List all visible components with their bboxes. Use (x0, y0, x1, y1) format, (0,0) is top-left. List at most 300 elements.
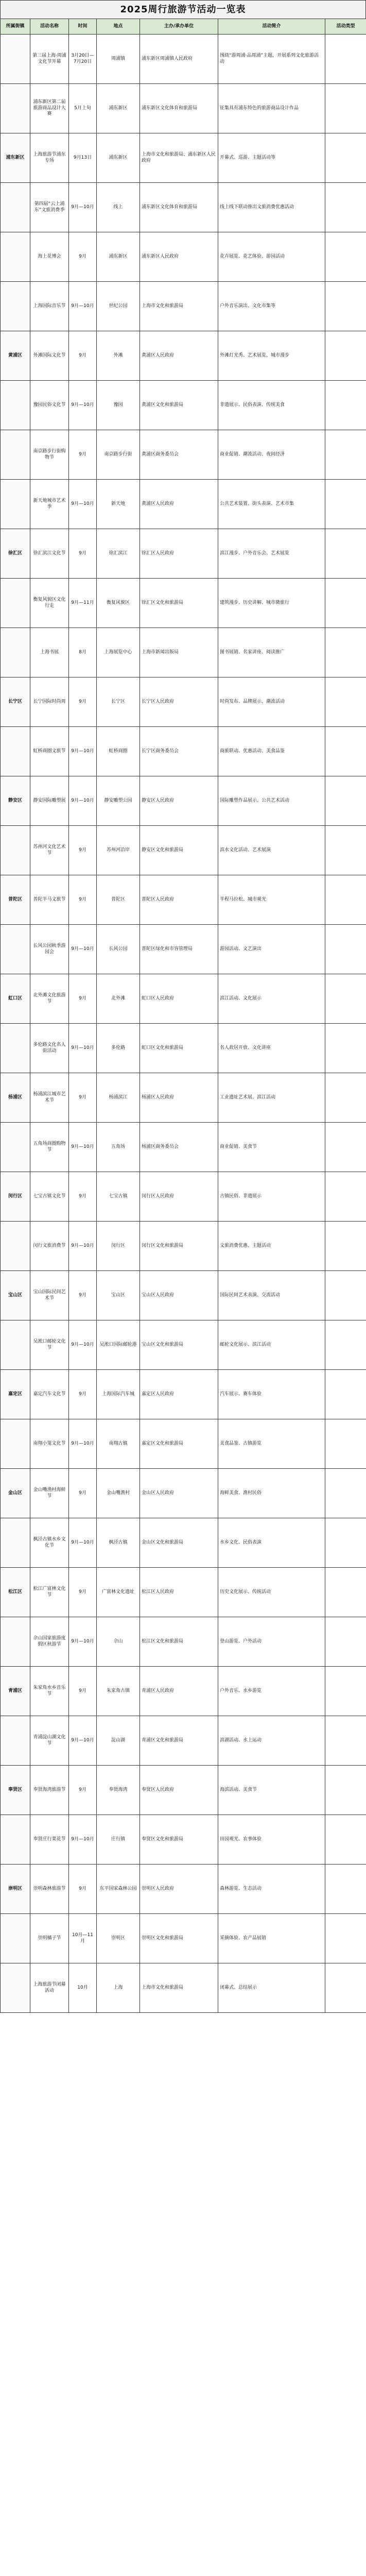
row-type (325, 1963, 366, 2013)
row-name: 金山嘴渔村海鲜节 (30, 1469, 69, 1518)
row-area: 宝山区 (1, 1271, 30, 1320)
row-org: 黄浦区商务委员会 (140, 430, 218, 480)
row-type (325, 1419, 366, 1469)
row-type (325, 1617, 366, 1667)
row-time: 9月 (69, 529, 97, 579)
row-area (1, 628, 30, 677)
row-time: 9月—10月 (69, 925, 97, 974)
row-org: 金山区人民政府 (140, 1469, 218, 1518)
row-type (325, 1914, 366, 1963)
table-row (1, 1172, 366, 1222)
row-org: 宝山区文化和旅游局 (140, 1320, 218, 1370)
row-name: 第三届上海·周浦文化节开幕 (30, 35, 69, 84)
table-row (1, 331, 366, 381)
row-place: 崇明区 (97, 1914, 140, 1963)
table-row (1, 1766, 366, 1815)
row-org: 浦东新区周浦镇人民政府 (140, 35, 218, 84)
table-row (1, 183, 366, 232)
row-area (1, 1963, 30, 2013)
row-area: 徐汇区 (1, 529, 30, 579)
row-org: 奉贤区人民政府 (140, 1766, 218, 1815)
row-place: 普陀区 (97, 875, 140, 925)
table-row (1, 1815, 366, 1865)
row-content: 花卉展览、花艺体验、游园活动 (218, 232, 325, 282)
row-time: 10月—11月 (69, 1914, 97, 1963)
row-area: 松江区 (1, 1568, 30, 1617)
row-place: 浦东新区 (97, 133, 140, 183)
row-type (325, 84, 366, 133)
row-name: 长宁国际时尚周 (30, 677, 69, 727)
table-row (1, 1865, 366, 1914)
row-org: 静安区文化和旅游局 (140, 826, 218, 875)
row-name: 北外滩文化旅游节 (30, 974, 69, 1024)
row-time: 9月—11月 (69, 579, 97, 628)
row-name: 新天地城市艺术季 (30, 480, 69, 529)
table-row (1, 727, 366, 776)
row-org: 宝山区人民政府 (140, 1271, 218, 1320)
row-org: 闵行区人民政府 (140, 1172, 218, 1222)
row-org: 上海市文化和旅游局 (140, 282, 218, 331)
row-org: 长宁区商务委员会 (140, 727, 218, 776)
row-content: 海鲜美食、渔村民俗 (218, 1469, 325, 1518)
row-time: 9月—10月 (69, 1419, 97, 1469)
row-type (325, 1073, 366, 1123)
row-place: 徐汇滨江 (97, 529, 140, 579)
row-area: 奉贤区 (1, 1766, 30, 1815)
row-org: 杨浦区商务委员会 (140, 1123, 218, 1172)
row-content: 名人故居开放、文化讲座 (218, 1024, 325, 1073)
table-row (1, 430, 366, 480)
table-row (1, 579, 366, 628)
row-place: 世纪公园 (97, 282, 140, 331)
row-name: 吴淞口邮轮文化节 (30, 1320, 69, 1370)
table-row (1, 1271, 366, 1320)
row-name: 上海旅游节浦东专场 (30, 133, 69, 183)
row-area (1, 35, 30, 84)
row-time: 9月—10月 (69, 1518, 97, 1568)
row-time: 9月 (69, 1667, 97, 1716)
row-content: 外滩灯光秀、艺术展览、城市漫步 (218, 331, 325, 381)
table-row (1, 1024, 366, 1073)
row-type (325, 331, 366, 381)
row-time: 9月 (69, 1172, 97, 1222)
row-type (325, 183, 366, 232)
row-type (325, 1123, 366, 1172)
row-name: 宝山国际民间艺术节 (30, 1271, 69, 1320)
table-row (1, 529, 366, 579)
row-name: 闵行文旅消费节 (30, 1222, 69, 1271)
table-row (1, 1370, 366, 1419)
row-org: 嘉定区人民政府 (140, 1370, 218, 1419)
row-content: 滨江漫步、户外音乐会、艺术展览 (218, 529, 325, 579)
row-time: 9月—10月 (69, 480, 97, 529)
table-row (1, 776, 366, 826)
document-title: 2025周行旅游节活动一览表 (0, 0, 366, 19)
row-content: 水乡文化、民俗表演 (218, 1518, 325, 1568)
row-type (325, 282, 366, 331)
row-place: 南翔古镇 (97, 1419, 140, 1469)
row-name: 长风公园秋季游园会 (30, 925, 69, 974)
row-type (325, 727, 366, 776)
row-name: 奉贤海湾旅游节 (30, 1766, 69, 1815)
row-type (325, 1271, 366, 1320)
table-row (1, 628, 366, 677)
row-name: 普陀半马文旅节 (30, 875, 69, 925)
row-place: 北外滩 (97, 974, 140, 1024)
row-type (325, 1865, 366, 1914)
row-place: 枫泾古镇 (97, 1518, 140, 1568)
row-name: 奉贤庄行菜花节 (30, 1815, 69, 1865)
row-place: 佘山 (97, 1617, 140, 1667)
row-type (325, 1024, 366, 1073)
row-type (325, 1469, 366, 1518)
row-org: 松江区人民政府 (140, 1568, 218, 1617)
row-type (325, 579, 366, 628)
table-row (1, 974, 366, 1024)
row-name: 松江广富林文化节 (30, 1568, 69, 1617)
row-type (325, 1815, 366, 1865)
row-content: 线上线下联动推出文旅消费优惠活动 (218, 183, 325, 232)
table-row (1, 133, 366, 183)
row-type (325, 1222, 366, 1271)
row-name: 外滩国际文化节 (30, 331, 69, 381)
row-area (1, 1518, 30, 1568)
row-time: 9月—10月 (69, 282, 97, 331)
table-row (1, 232, 366, 282)
header-row (1, 19, 366, 35)
row-type (325, 974, 366, 1024)
row-place: 豫园 (97, 381, 140, 430)
row-area (1, 1123, 30, 1172)
row-type (325, 1568, 366, 1617)
row-content: 登山游览、户外活动 (218, 1617, 325, 1667)
row-name: 多伦路文化名人街活动 (30, 1024, 69, 1073)
row-time: 9月—10月 (69, 776, 97, 826)
row-type (325, 529, 366, 579)
row-content: 闭幕式、总结展示 (218, 1963, 325, 2013)
row-org: 黄浦区人民政府 (140, 480, 218, 529)
row-time: 9月 (69, 1568, 97, 1617)
row-area (1, 1914, 30, 1963)
row-area: 嘉定区 (1, 1370, 30, 1419)
row-area: 黄浦区 (1, 331, 30, 381)
table-row (1, 480, 366, 529)
row-place: 周浦镇 (97, 35, 140, 84)
row-content: 古镇民俗、非遗展示 (218, 1172, 325, 1222)
row-name: 虹桥商圈文旅节 (30, 727, 69, 776)
row-time: 9月—10月 (69, 1222, 97, 1271)
row-place: 闵行区 (97, 1222, 140, 1271)
row-type (325, 1667, 366, 1716)
row-place: 金山嘴渔村 (97, 1469, 140, 1518)
row-name: 海上花博会 (30, 232, 69, 282)
table-row (1, 1617, 366, 1667)
row-time: 9月 (69, 1865, 97, 1914)
row-name: 上海国际音乐节 (30, 282, 69, 331)
row-time: 9月—10月 (69, 727, 97, 776)
row-area (1, 579, 30, 628)
row-type (325, 1370, 366, 1419)
row-org: 嘉定区文化和旅游局 (140, 1419, 218, 1469)
row-area (1, 1617, 30, 1667)
row-content: 图书展销、名家讲座、阅读推广 (218, 628, 325, 677)
row-area (1, 1419, 30, 1469)
row-content: 田园观光、农事体验 (218, 1815, 325, 1865)
row-content: 征集具有浦东特色的旅游商品设计作品 (218, 84, 325, 133)
row-org: 长宁区人民政府 (140, 677, 218, 727)
row-content: 工业遗址艺术展、滨江活动 (218, 1073, 325, 1123)
row-content: 户外音乐演出、文化市集等 (218, 282, 325, 331)
row-time: 9月 (69, 1271, 97, 1320)
row-org: 普陀区人民政府 (140, 875, 218, 925)
table-row (1, 1469, 366, 1518)
row-place: 五角场 (97, 1123, 140, 1172)
row-name: 青浦淀山湖文化节 (30, 1716, 69, 1766)
row-content: 邮轮文化展示、滨江活动 (218, 1320, 325, 1370)
row-type (325, 1320, 366, 1370)
row-content: 时尚发布、品牌展示、潮流活动 (218, 677, 325, 727)
row-name: 第四届“云上浦东”文旅消费季 (30, 183, 69, 232)
table-row (1, 1419, 366, 1469)
row-type (325, 677, 366, 727)
row-org: 奉贤区文化和旅游局 (140, 1815, 218, 1865)
row-name: 杨浦滨江城市艺术节 (30, 1073, 69, 1123)
row-type (325, 232, 366, 282)
row-type (325, 133, 366, 183)
row-org: 青浦区文化和旅游局 (140, 1716, 218, 1766)
row-area (1, 430, 30, 480)
row-type (325, 628, 366, 677)
row-place: 东平国家森林公园 (97, 1865, 140, 1914)
row-type (325, 35, 366, 84)
row-area (1, 1815, 30, 1865)
row-place: 庄行镇 (97, 1815, 140, 1865)
row-place: 广富林文化遗址 (97, 1568, 140, 1617)
row-place: 上海 (97, 1963, 140, 2013)
row-name: 衡复风貌区文化行走 (30, 579, 69, 628)
row-place: 浦东新区 (97, 84, 140, 133)
table-row (1, 1518, 366, 1568)
row-time: 9月—10月 (69, 1617, 97, 1667)
row-content: 户外音乐、水乡游览 (218, 1667, 325, 1716)
row-content: 公共艺术装置、街头表演、艺术市集 (218, 480, 325, 529)
row-content: 滨湖活动、水上运动 (218, 1716, 325, 1766)
row-org: 松江区文化和旅游局 (140, 1617, 218, 1667)
row-area: 崇明区 (1, 1865, 30, 1914)
row-org: 青浦区人民政府 (140, 1667, 218, 1716)
row-content: 游园活动、文艺演出 (218, 925, 325, 974)
row-content: 森林游览、生态活动 (218, 1865, 325, 1914)
row-time: 9月 (69, 974, 97, 1024)
row-org: 金山区文化和旅游局 (140, 1518, 218, 1568)
row-time: 9月 (69, 232, 97, 282)
table-row (1, 381, 366, 430)
row-area (1, 480, 30, 529)
row-org: 黄浦区人民政府 (140, 331, 218, 381)
row-type (325, 1716, 366, 1766)
row-area (1, 925, 30, 974)
row-place: 多伦路 (97, 1024, 140, 1073)
row-time: 9月 (69, 1469, 97, 1518)
header-place: 地点 (97, 19, 140, 35)
row-place: 衡复风貌区 (97, 579, 140, 628)
table-row (1, 1716, 366, 1766)
row-org: 浦东新区人民政府 (140, 232, 218, 282)
row-name: 五角场商圈购物节 (30, 1123, 69, 1172)
table-body (1, 35, 366, 2013)
row-area (1, 282, 30, 331)
row-area: 虹口区 (1, 974, 30, 1024)
row-place: 奉贤海湾 (97, 1766, 140, 1815)
row-place: 虹桥商圈 (97, 727, 140, 776)
row-content: 商旅联动、优惠活动、美食品鉴 (218, 727, 325, 776)
row-time: 9月 (69, 430, 97, 480)
row-name: 佘山国家旅游度假区秋游节 (30, 1617, 69, 1667)
row-time: 9月 (69, 1370, 97, 1419)
table-row (1, 1667, 366, 1716)
row-name: 崇明橘子节 (30, 1914, 69, 1963)
row-org: 浦东新区文化体育和旅游局 (140, 84, 218, 133)
row-content: 滨水文化活动、艺术展演 (218, 826, 325, 875)
row-area (1, 381, 30, 430)
row-type (325, 875, 366, 925)
table-row (1, 84, 366, 133)
row-org: 崇明区文化和旅游局 (140, 1914, 218, 1963)
row-type (325, 430, 366, 480)
row-type (325, 1172, 366, 1222)
row-place: 线上 (97, 183, 140, 232)
row-name: 嘉定汽车文化节 (30, 1370, 69, 1419)
row-place: 新天地 (97, 480, 140, 529)
row-name: 上海书展 (30, 628, 69, 677)
row-org: 虹口区人民政府 (140, 974, 218, 1024)
row-time: 8月 (69, 628, 97, 677)
table-row (1, 1123, 366, 1172)
table-row (1, 1914, 366, 1963)
table-row (1, 1073, 366, 1123)
row-name: 静安国际雕塑展 (30, 776, 69, 826)
row-content: 非遗展示、民俗表演、传统美食 (218, 381, 325, 430)
row-content: 历史文化展示、传统活动 (218, 1568, 325, 1617)
row-type (325, 1518, 366, 1568)
row-org: 普陀区绿化和市容管理局 (140, 925, 218, 974)
row-time: 9月 (69, 331, 97, 381)
row-place: 静安雕塑公园 (97, 776, 140, 826)
row-place: 浦东新区 (97, 232, 140, 282)
row-time: 9月 (69, 1766, 97, 1815)
row-area: 长宁区 (1, 677, 30, 727)
row-name: 浦东新区第二届旅游商品设计大赛 (30, 84, 69, 133)
row-place: 淀山湖 (97, 1716, 140, 1766)
row-place: 南京路步行街 (97, 430, 140, 480)
header-org: 主办/承办单位 (140, 19, 218, 35)
table-row (1, 1568, 366, 1617)
row-time: 9月—10月 (69, 1123, 97, 1172)
row-time: 9月13日 (69, 133, 97, 183)
row-org: 徐汇区文化和旅游局 (140, 579, 218, 628)
row-place: 吴淞口国际邮轮港 (97, 1320, 140, 1370)
row-org: 崇明区人民政府 (140, 1865, 218, 1914)
row-name: 枫泾古镇水乡文化节 (30, 1518, 69, 1568)
row-place: 杨浦滨江 (97, 1073, 140, 1123)
row-time: 9月—10月 (69, 1320, 97, 1370)
row-org: 徐汇区人民政府 (140, 529, 218, 579)
table-row (1, 282, 366, 331)
row-place: 上海展览中心 (97, 628, 140, 677)
table-row (1, 677, 366, 727)
header-type: 活动类型 (325, 19, 366, 35)
row-place: 长风公园 (97, 925, 140, 974)
row-type (325, 776, 366, 826)
row-area (1, 232, 30, 282)
header-time: 时间 (69, 19, 97, 35)
row-time: 9月—10月 (69, 1815, 97, 1865)
row-area (1, 727, 30, 776)
row-content: 开幕式、巡游、主题活动等 (218, 133, 325, 183)
header-area: 所属街镇 (1, 19, 30, 35)
row-content: 采摘体验、农产品展销 (218, 1914, 325, 1963)
row-area (1, 826, 30, 875)
row-type (325, 925, 366, 974)
row-name: 南京路步行街购物节 (30, 430, 69, 480)
row-org: 虹口区文化和旅游局 (140, 1024, 218, 1073)
row-area (1, 1320, 30, 1370)
row-time: 9月 (69, 826, 97, 875)
events-table (0, 19, 366, 2013)
row-place: 外滩 (97, 331, 140, 381)
table-row (1, 925, 366, 974)
row-name: 崇明森林旅游节 (30, 1865, 69, 1914)
row-content: 围绕“游周浦·品周浦”主题，开展系列文化旅游活动 (218, 35, 325, 84)
table-row (1, 1963, 366, 2013)
row-content: 美食品鉴、古镇游览 (218, 1419, 325, 1469)
row-org: 上海市文化和旅游局、浦东新区人民政府 (140, 133, 218, 183)
row-org: 静安区人民政府 (140, 776, 218, 826)
row-content: 商业促销、美食节 (218, 1123, 325, 1172)
row-time: 10月 (69, 1963, 97, 2013)
row-content: 商业促销、潮流活动、夜间经济 (218, 430, 325, 480)
header-name: 活动名称 (30, 19, 69, 35)
row-org: 上海市文化和旅游局 (140, 1963, 218, 2013)
row-time: 9月—10月 (69, 1024, 97, 1073)
row-name: 豫园民俗文化节 (30, 381, 69, 430)
row-area (1, 1716, 30, 1766)
row-name: 徐汇滨江文化节 (30, 529, 69, 579)
row-area (1, 84, 30, 133)
row-area: 杨浦区 (1, 1073, 30, 1123)
row-area (1, 1222, 30, 1271)
row-type (325, 826, 366, 875)
table-row (1, 826, 366, 875)
row-name: 朱家角水乡音乐节 (30, 1667, 69, 1716)
row-content: 滨江活动、文化展示 (218, 974, 325, 1024)
row-area: 浦东新区 (1, 133, 30, 183)
row-content: 海滨活动、美食节 (218, 1766, 325, 1815)
row-name: 七宝古镇文化节 (30, 1172, 69, 1222)
row-org: 闵行区文化和旅游局 (140, 1222, 218, 1271)
table-row (1, 35, 366, 84)
row-area: 普陀区 (1, 875, 30, 925)
row-area: 金山区 (1, 1469, 30, 1518)
header-content: 活动简介 (218, 19, 325, 35)
row-name: 上海旅游节闭幕活动 (30, 1963, 69, 2013)
row-time: 9月—10月 (69, 381, 97, 430)
row-org: 浦东新区文化体育和旅游局 (140, 183, 218, 232)
row-time: 5月上旬 (69, 84, 97, 133)
row-time: 9月 (69, 1073, 97, 1123)
table-row (1, 1222, 366, 1271)
table-row (1, 875, 366, 925)
